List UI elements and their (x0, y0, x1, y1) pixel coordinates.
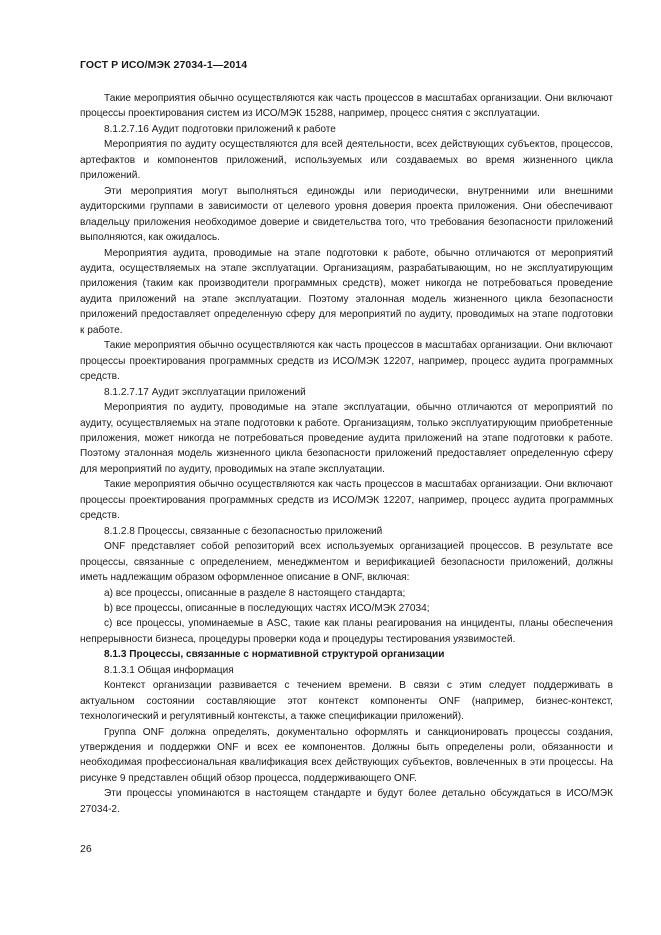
list-item: a) все процессы, описанные в разделе 8 настоящего стандарта; (104, 587, 406, 599)
paragraph: Эти процессы упоминаются в настоящем стандарте и будут более детально обсуждаться в ИСО/МЭК 27034-2. (80, 788, 613, 815)
section-heading: 8.1.2.8 Процессы, связанные с безопасностью приложений (104, 525, 383, 537)
section-heading: 8.1.2.7.17 Аудит эксплуатации приложений (104, 386, 306, 398)
paragraph: Группа ONF должна определять, документально оформлять и санкционировать процессы создания, утверждения и поддержки ONF и всех ее компонентов. Должны быть определены роли, обязанности и необходимая профессиональная квалификация всех действующих субъектов, вовлеченных в эти процессы. На рисунке 9 представлен общий обзор процесса, поддерживающего ONF. (80, 726, 613, 784)
paragraph: Мероприятия аудита, проводимые на этапе подготовки к работе, обычно отличаются от мероприятий аудита, осуществляемых на этапе эксплуатации. Организациям, разрабатывающим, но не эксплуатирующим приложения (таким как производители программных средств), может никогда не потребоваться проведение аудита приложений на этапе эксплуатации. Поэтому эталонная модель жизненного цикла безопасности приложений предоставляет определенную сферу для мероприятий по аудиту, проводимых на этапе подготовки к работе. (80, 247, 613, 336)
document-header: ГОСТ Р ИСО/МЭК 27034-1—2014 (80, 59, 248, 71)
section-heading: 8.1.3.1 Общая информация (104, 664, 234, 676)
list-item: c) все процессы, упоминаемые в ASC, такие как планы реагирования на инциденты, планы обеспечения непрерывности бизнеса, процедуры проверки кода и процедуры тестирования уязвимостей. (80, 618, 613, 645)
paragraph: Мероприятия по аудиту осуществляются для всей деятельности, всех действующих субъектов, процессов, артефактов и компонентов приложений, используемых или создаваемых во время жизненного цикла приложений. (80, 139, 613, 182)
section-heading-bold: 8.1.3 Процессы, связанные с нормативной структурой организации (104, 649, 445, 661)
paragraph: ONF представляет собой репозиторий всех используемых организацией процессов. В результате все процессы, связанные с определением, менеджментом и верификацией безопасности приложений, должны иметь надлежащим образом оформленное описание в ONF, включая: (80, 541, 613, 584)
paragraph: Контекст организации развивается с течением времени. В связи с этим следует поддерживать в актуальном состоянии составляющие этот контекст компоненты ONF (например, бизнес-контекст, технологический и регулятивный контексты, а также спецификации приложений). (80, 680, 613, 723)
paragraph: Такие мероприятия обычно осуществляются как часть процессов в масштабах организации. Они включают процессы проектирования программных средств из ИСО/МЭК 12207, например, процесс аудита программных средств. (80, 340, 613, 383)
list-item: b) все процессы, описанные в последующих частях ИСО/МЭК 27034; (104, 602, 430, 614)
section-heading: 8.1.2.7.16 Аудит подготовки приложений к работе (104, 123, 336, 135)
paragraph: Такие мероприятия обычно осуществляются как часть процессов в масштабах организации. Они включают процессы проектирования систем из ИСО/МЭК 15288, например, процесс снятия с эксплуатации. (80, 93, 613, 120)
document-body (80, 91, 613, 817)
paragraph: Эти мероприятия могут выполняться единожды или периодически, внутренними или внешними аудиторскими группами в зависимости от целевого уровня доверия проекта приложения. Они обеспечивают владельцу приложения необходимое доверие и свидетельства того, что требования безопасности приложений выполняются, как ожидалось. (80, 185, 613, 244)
paragraph: Такие мероприятия обычно осуществляются как часть процессов в масштабах организации. Они включают процессы проектирования программных средств из ИСО/МЭК 12207, например, процесс аудита программных средств. (80, 479, 613, 522)
page-number: 26 (80, 843, 92, 855)
paragraph: Мероприятия по аудиту, проводимые на этапе эксплуатации, обычно отличаются от мероприятий по аудиту, осуществляемых на этапе подготовки к работе. Организациям, только эксплуатирующим приобретенные приложения, может никогда не потребоваться проведение аудита приложений на этапе подготовки к работе. Поэтому эталонная модель жизненного цикла безопасности приложений предоставляет определенную сферу для мероприятий по аудиту, проводимых на этапе эксплуатации. (80, 402, 613, 475)
